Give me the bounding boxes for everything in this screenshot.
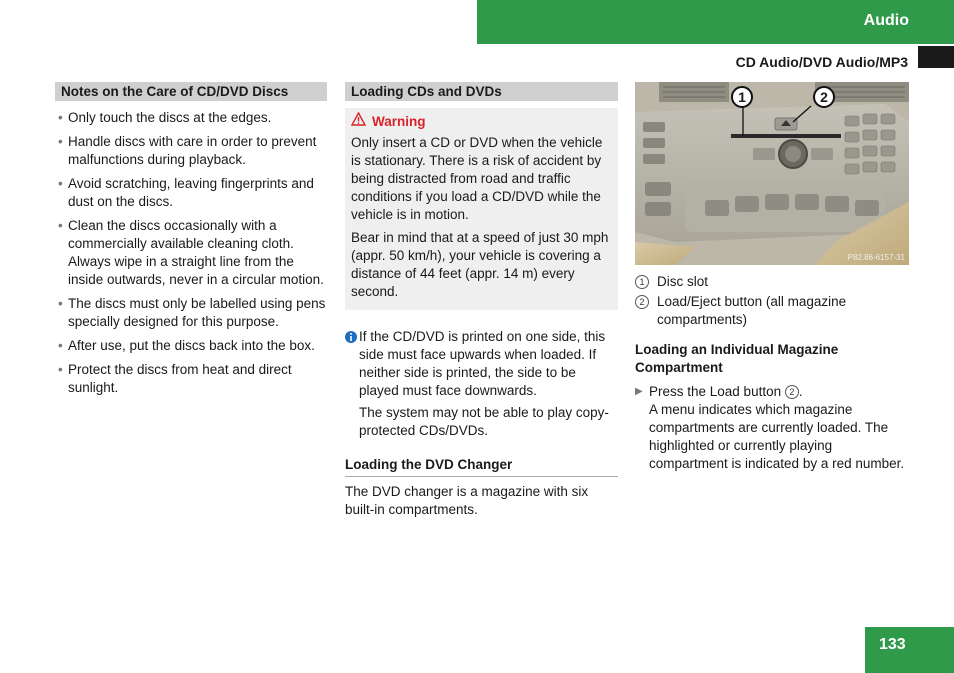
section-title: Audio [863,12,909,29]
step-detail: A menu indicates which magazine compartments are currently loaded. The highlighted or currently playing compartment is indicated by a red number. [649,402,905,471]
legend-text: Load/Eject button (all magazine compartments) [657,294,847,327]
warning-title: Warning [372,113,426,129]
subsection-title: CD Audio/DVD Audio/MP3 [735,54,908,70]
section-header-bar [477,0,954,44]
warning-box [345,108,618,310]
info-text: The system may not be able to play copy-protected CDs/DVDs. [359,405,609,438]
loading-heading: Loading CDs and DVDs [345,82,618,101]
care-notes-list [55,109,327,397]
list-item: • Protect the discs from heat and direct sunlight. [55,361,327,397]
triangle-right-icon: ▶ [635,386,643,397]
page-number: 133 [865,627,954,673]
instruction-step [635,383,909,473]
column-photo [635,82,909,473]
legend-number: 1 [635,275,649,289]
care-notes-heading: Notes on the Care of CD/DVD Discs [55,82,327,101]
step-punct: . [798,384,803,399]
list-item: • Clean the discs occasionally with a commercially available cleaning cloth. Always wipe in a straight line from the inside outwards, never in a circular motion. [55,217,327,289]
legend-item [635,293,909,329]
callout-2: 2 [813,86,835,108]
legend-item [635,273,909,291]
info-note [345,328,618,440]
head-unit-photo [635,82,909,265]
warning-text: Bear in mind that at a speed of just 30 mph (appr. 50 km/h), your vehicle is covering a distance of 44 feet (appr. 14 m) every second. [351,230,609,299]
list-item: • Only touch the discs at the edges. [55,109,327,127]
list-item: • Avoid scratching, leaving fingerprints and dust on the discs. [55,175,327,211]
info-icon [345,330,357,349]
step-text: Press the Load button [649,384,782,399]
chapter-tab [918,46,954,68]
legend-number: 2 [635,295,649,309]
photo-legend [635,273,909,329]
legend-text: Disc slot [657,274,709,289]
head-unit-illustration [635,82,909,265]
warning-title-row [351,112,612,131]
photo-code: P82.86-6157-31 [847,253,905,262]
list-item: • The discs must only be labelled using pens specially designed for this purpose. [55,295,327,331]
step-number: 2 [785,385,799,399]
warning-triangle-icon [351,112,366,131]
callout-1: 1 [731,86,753,108]
changer-text: The DVD changer is a magazine with six built-in compartments. [345,484,589,517]
magazine-heading: Loading an Individual Magazine Compartment [635,342,839,375]
info-text: If the CD/DVD is printed on one side, this side must face upwards when loaded. If neither side is printed, the side to be played must face downwards. [359,329,606,398]
column-care-notes [55,82,327,403]
list-item: • Handle discs with care in order to prevent malfunctions during playback. [55,133,327,169]
warning-text: Only insert a CD or DVD when the vehicle is stationary. There is a risk of accident by being distracted from road and traffic conditions if you load a CD/DVD while the vehicle is in motion. [351,135,603,222]
changer-heading: Loading the DVD Changer [345,456,618,477]
list-item: • After use, put the discs back into the box. [55,337,327,355]
column-loading [345,82,618,519]
